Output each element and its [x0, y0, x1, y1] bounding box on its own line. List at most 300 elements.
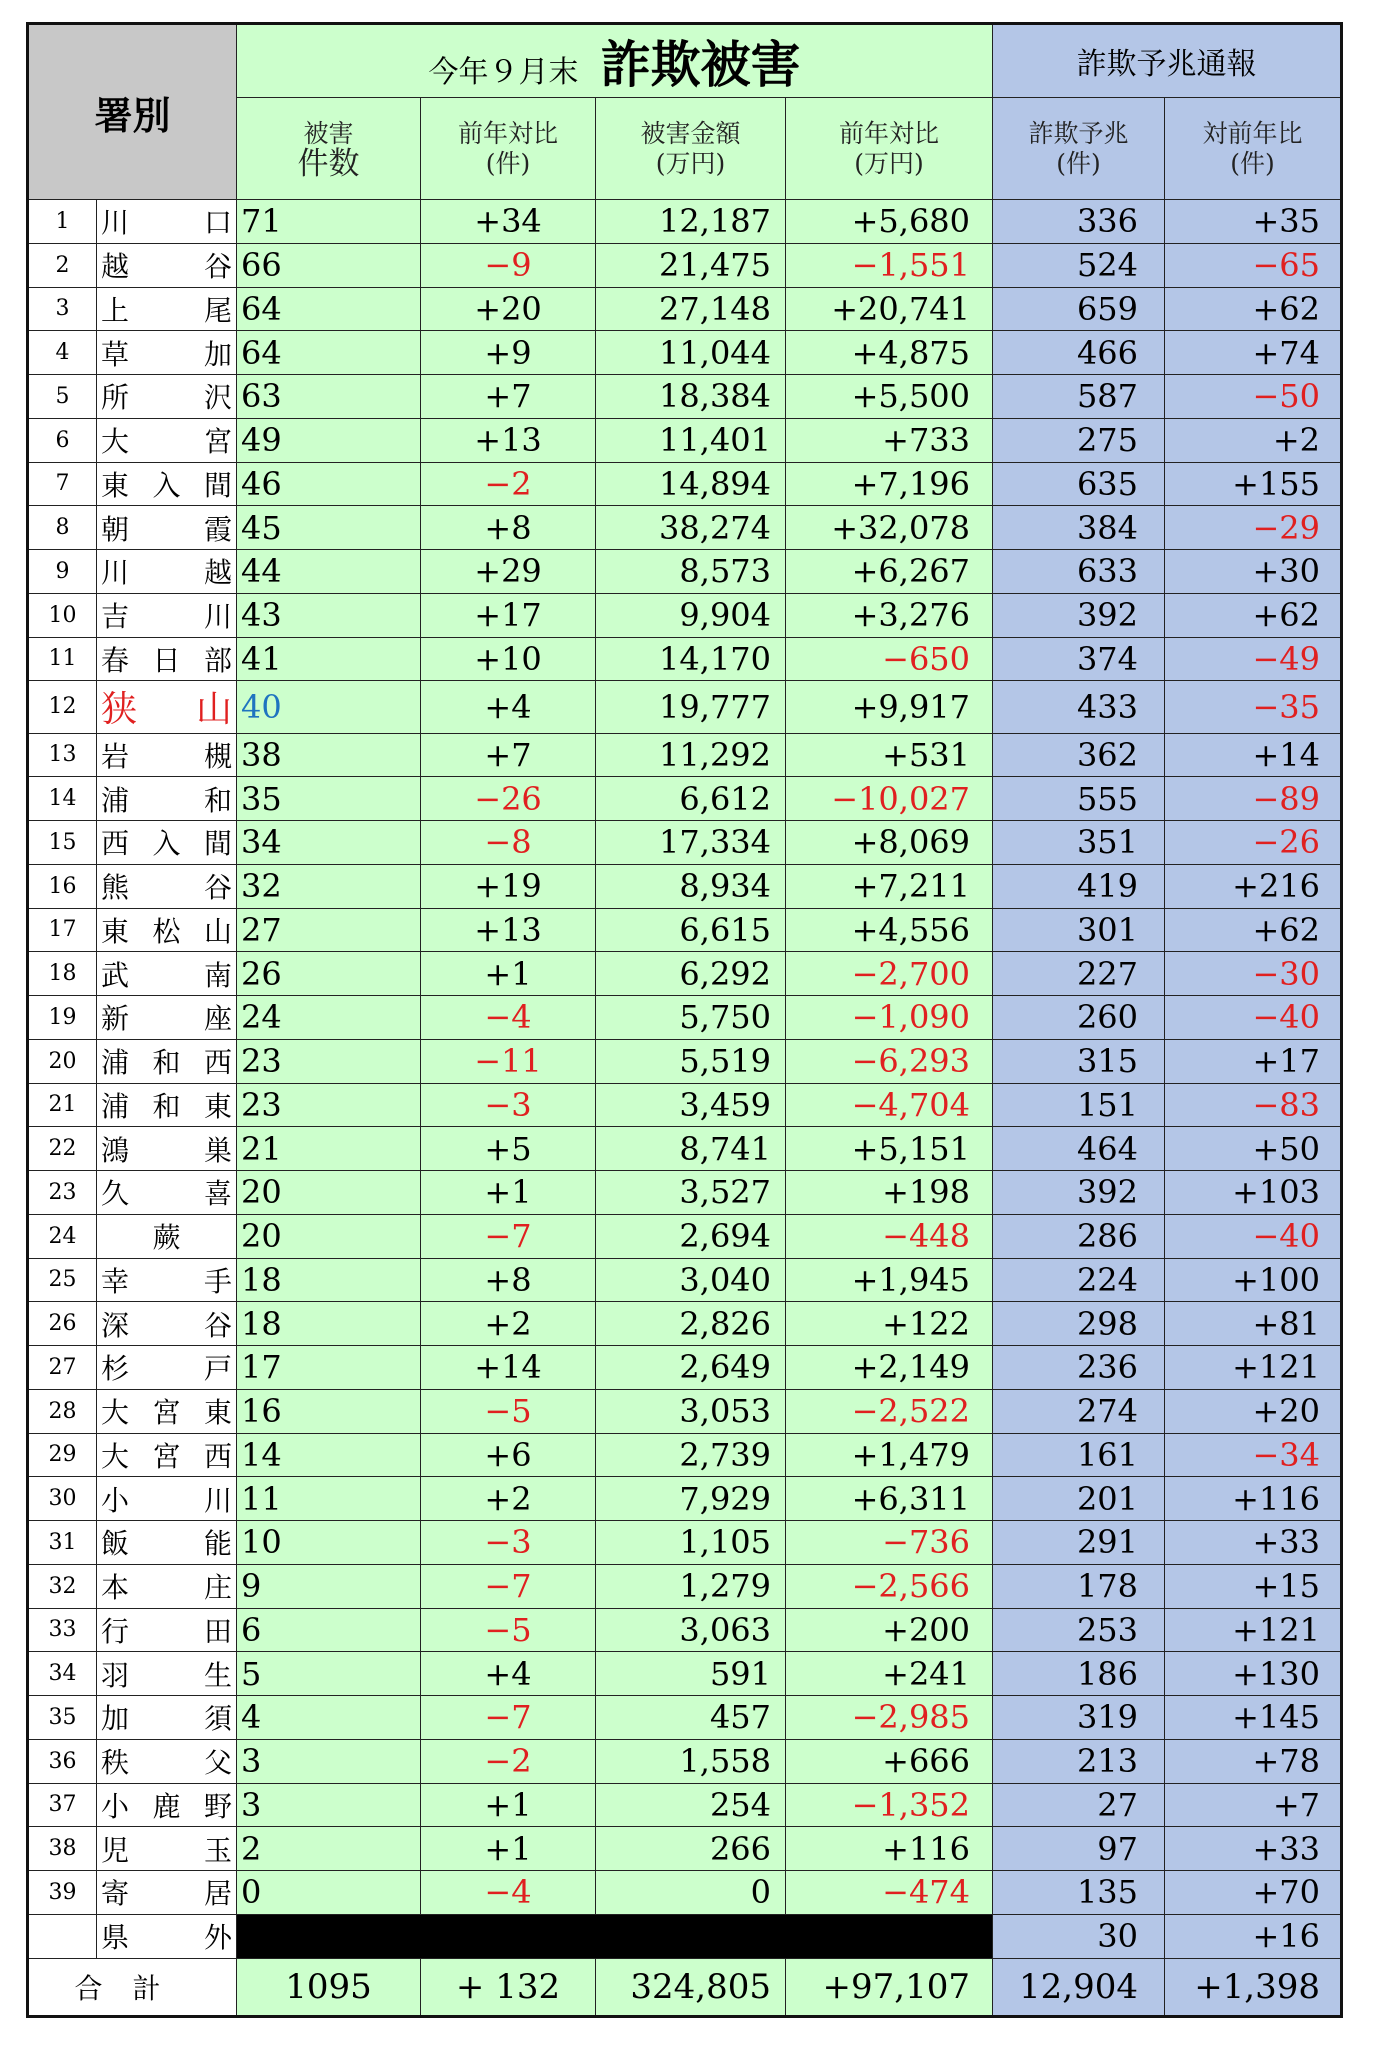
- row-number: 12: [28, 681, 97, 733]
- col-header-cases-diff: 前年対比 (件): [421, 98, 596, 200]
- total-prediction-diff: +1,398: [1165, 1958, 1342, 2016]
- damage-cases: 17: [237, 1346, 421, 1390]
- prediction-diff: +17: [1165, 1039, 1342, 1083]
- prediction-count: 635: [993, 462, 1165, 506]
- damage-amount: 1,105: [596, 1521, 786, 1565]
- damage-cases: 45: [237, 506, 421, 550]
- cases-diff: +5: [421, 1127, 596, 1171]
- row-number: 31: [28, 1521, 97, 1565]
- row-number: 26: [28, 1302, 97, 1346]
- row-number: 25: [28, 1258, 97, 1302]
- prediction-diff: +116: [1165, 1477, 1342, 1521]
- row-number: 22: [28, 1127, 97, 1171]
- prediction-count: 419: [993, 864, 1165, 908]
- cases-diff: −3: [421, 1521, 596, 1565]
- damage-amount: 2,739: [596, 1433, 786, 1477]
- district-name: 行 田: [97, 1608, 237, 1652]
- table-row: [28, 550, 1342, 594]
- prediction-diff: −83: [1165, 1083, 1342, 1127]
- amount-diff: +1,479: [786, 1433, 993, 1477]
- district-name: 草 加: [97, 331, 237, 375]
- damage-amount: 38,274: [596, 506, 786, 550]
- prediction-diff: −50: [1165, 375, 1342, 419]
- row-number: 1: [28, 200, 97, 244]
- damage-amount: 6,615: [596, 908, 786, 952]
- amount-diff: −1,551: [786, 243, 993, 287]
- col-header-prediction-diff: 対前年比 (件): [1165, 98, 1342, 200]
- prediction-diff: −30: [1165, 952, 1342, 996]
- damage-amount: 14,894: [596, 462, 786, 506]
- total-row: [28, 1958, 1342, 2016]
- district-name: 西 入 間: [97, 821, 237, 865]
- district-name: 鴻 巣: [97, 1127, 237, 1171]
- damage-amount: 5,519: [596, 1039, 786, 1083]
- damage-amount: 17,334: [596, 821, 786, 865]
- damage-cases: 40: [237, 681, 421, 733]
- row-number: 15: [28, 821, 97, 865]
- total-cases: 1095: [237, 1958, 421, 2016]
- prediction-diff: +130: [1165, 1652, 1342, 1696]
- damage-cases: 23: [237, 1083, 421, 1127]
- damage-amount: 8,573: [596, 550, 786, 594]
- amount-diff: +5,151: [786, 1127, 993, 1171]
- damage-amount: 6,292: [596, 952, 786, 996]
- prediction-diff: +7: [1165, 1783, 1342, 1827]
- district-header: 署別: [28, 24, 237, 200]
- amount-diff: +4,556: [786, 908, 993, 952]
- damage-amount: 266: [596, 1827, 786, 1871]
- prediction-diff: +16: [1165, 1914, 1342, 1958]
- prediction-diff: +33: [1165, 1521, 1342, 1565]
- damage-amount: 21,475: [596, 243, 786, 287]
- damage-amount: 3,459: [596, 1083, 786, 1127]
- prediction-count: 336: [993, 200, 1165, 244]
- damage-cases: 63: [237, 375, 421, 419]
- row-number: 14: [28, 777, 97, 821]
- cases-diff: +20: [421, 287, 596, 331]
- damage-cases: 35: [237, 777, 421, 821]
- damage-cases: 32: [237, 864, 421, 908]
- table-row: [28, 593, 1342, 637]
- damage-cases: 41: [237, 637, 421, 681]
- prediction-count: 151: [993, 1083, 1165, 1127]
- table-row: [28, 1827, 1342, 1871]
- cases-diff: +2: [421, 1302, 596, 1346]
- damage-cases: 21: [237, 1127, 421, 1171]
- district-name: 秩 父: [97, 1739, 237, 1783]
- district-name: 新 座: [97, 996, 237, 1040]
- prediction-count: 201: [993, 1477, 1165, 1521]
- period-label: 今年９月末: [428, 55, 579, 90]
- table-row: [28, 1083, 1342, 1127]
- table-row: [28, 287, 1342, 331]
- cases-diff: −7: [421, 1214, 596, 1258]
- damage-amount: 11,292: [596, 733, 786, 777]
- row-number: 9: [28, 550, 97, 594]
- amount-diff: −650: [786, 637, 993, 681]
- cases-diff: −2: [421, 462, 596, 506]
- cases-diff: −7: [421, 1564, 596, 1608]
- total-label: 合計: [28, 1958, 237, 2016]
- district-name: 幸 手: [97, 1258, 237, 1302]
- prediction-diff: +30: [1165, 550, 1342, 594]
- prediction-count: 524: [993, 243, 1165, 287]
- row-number: 18: [28, 952, 97, 996]
- district-name: 小 鹿 野: [97, 1783, 237, 1827]
- amount-diff: −1,352: [786, 1783, 993, 1827]
- row-number: 10: [28, 593, 97, 637]
- table-row: [28, 1652, 1342, 1696]
- prediction-diff: +20: [1165, 1389, 1342, 1433]
- row-number: 38: [28, 1827, 97, 1871]
- amount-diff: +1,945: [786, 1258, 993, 1302]
- table-body: [28, 200, 1342, 1915]
- cases-diff: −2: [421, 1739, 596, 1783]
- table-row: [28, 1739, 1342, 1783]
- cases-diff: +1: [421, 1783, 596, 1827]
- district-name: 狭 山: [97, 681, 237, 733]
- cases-diff: +17: [421, 593, 596, 637]
- damage-cases: 66: [237, 243, 421, 287]
- damage-cases: 64: [237, 287, 421, 331]
- amount-diff: +6,311: [786, 1477, 993, 1521]
- cases-diff: +13: [421, 908, 596, 952]
- table-row: [28, 1564, 1342, 1608]
- row-number: 35: [28, 1696, 97, 1740]
- title-label: 詐欺被害: [600, 35, 801, 94]
- amount-diff: +7,196: [786, 462, 993, 506]
- table-row: [28, 1258, 1342, 1302]
- district-name: 久 喜: [97, 1171, 237, 1215]
- prediction-count: 392: [993, 593, 1165, 637]
- prediction-count: 633: [993, 550, 1165, 594]
- district-name: 朝 霞: [97, 506, 237, 550]
- row-number: 37: [28, 1783, 97, 1827]
- prediction-diff: +103: [1165, 1171, 1342, 1215]
- district-name: 川 越: [97, 550, 237, 594]
- damage-amount: 27,148: [596, 287, 786, 331]
- cases-diff: −8: [421, 821, 596, 865]
- prediction-count: 374: [993, 637, 1165, 681]
- table-row: [28, 1171, 1342, 1215]
- prediction-count: 384: [993, 506, 1165, 550]
- prediction-count: 213: [993, 1739, 1165, 1783]
- col-header-prediction: 詐欺予兆 (件): [993, 98, 1165, 200]
- table-row: [28, 681, 1342, 733]
- prediction-diff: +2: [1165, 418, 1342, 462]
- cases-diff: +1: [421, 1171, 596, 1215]
- amount-diff: −6,293: [786, 1039, 993, 1083]
- cases-diff: −5: [421, 1389, 596, 1433]
- table-row: [28, 1214, 1342, 1258]
- cases-diff: −26: [421, 777, 596, 821]
- district-name: 岩 槻: [97, 733, 237, 777]
- table-row: [28, 462, 1342, 506]
- prediction-diff: +62: [1165, 287, 1342, 331]
- cases-diff: −9: [421, 243, 596, 287]
- cases-diff: +14: [421, 1346, 596, 1390]
- damage-cases: 4: [237, 1696, 421, 1740]
- damage-cases: 6: [237, 1608, 421, 1652]
- prediction-diff: +50: [1165, 1127, 1342, 1171]
- damage-cases: 2: [237, 1827, 421, 1871]
- prediction-diff: −89: [1165, 777, 1342, 821]
- prediction-diff: −40: [1165, 996, 1342, 1040]
- amount-diff: +5,500: [786, 375, 993, 419]
- table-row: [28, 1127, 1342, 1171]
- district-name: 東 松 山: [97, 908, 237, 952]
- row-number: 27: [28, 1346, 97, 1390]
- amount-diff: +122: [786, 1302, 993, 1346]
- amount-diff: +241: [786, 1652, 993, 1696]
- table-row: [28, 821, 1342, 865]
- damage-amount: 6,612: [596, 777, 786, 821]
- prediction-count: 301: [993, 908, 1165, 952]
- row-number: 2: [28, 243, 97, 287]
- prediction-diff: +33: [1165, 1827, 1342, 1871]
- cases-diff: +1: [421, 952, 596, 996]
- damage-amount: 3,053: [596, 1389, 786, 1433]
- cases-diff: −11: [421, 1039, 596, 1083]
- amount-diff: −10,027: [786, 777, 993, 821]
- prediction-count: 274: [993, 1389, 1165, 1433]
- table-row: [28, 1346, 1342, 1390]
- cases-diff: +13: [421, 418, 596, 462]
- row-number: 13: [28, 733, 97, 777]
- damage-amount: 0: [596, 1871, 786, 1915]
- prediction-count: 186: [993, 1652, 1165, 1696]
- prediction-diff: +145: [1165, 1696, 1342, 1740]
- row-number: 23: [28, 1171, 97, 1215]
- district-name: 大 宮 東: [97, 1389, 237, 1433]
- fraud-damage-title: [237, 24, 993, 98]
- damage-cases: 38: [237, 733, 421, 777]
- prediction-count: 298: [993, 1302, 1165, 1346]
- district-name: 大 宮 西: [97, 1433, 237, 1477]
- fraud-damage-table: [26, 22, 1343, 2018]
- amount-diff: −1,090: [786, 996, 993, 1040]
- table-row: [28, 908, 1342, 952]
- prediction-diff: +100: [1165, 1258, 1342, 1302]
- table-row: [28, 331, 1342, 375]
- prediction-count: 260: [993, 996, 1165, 1040]
- district-name: 東 入 間: [97, 462, 237, 506]
- prediction-count: 587: [993, 375, 1165, 419]
- prediction-diff: +14: [1165, 733, 1342, 777]
- table-row: [28, 506, 1342, 550]
- prediction-diff: −29: [1165, 506, 1342, 550]
- damage-cases: 5: [237, 1652, 421, 1696]
- row-number: 11: [28, 637, 97, 681]
- damage-cases: 23: [237, 1039, 421, 1083]
- district-name: 越 谷: [97, 243, 237, 287]
- table-row: [28, 418, 1342, 462]
- damage-cases: 11: [237, 1477, 421, 1521]
- prediction-diff: +121: [1165, 1346, 1342, 1390]
- amount-diff: +200: [786, 1608, 993, 1652]
- prediction-count: 275: [993, 418, 1165, 462]
- row-number: 32: [28, 1564, 97, 1608]
- cases-diff: +4: [421, 681, 596, 733]
- amount-diff: −2,985: [786, 1696, 993, 1740]
- cases-diff: +8: [421, 1258, 596, 1302]
- damage-amount: 2,826: [596, 1302, 786, 1346]
- damage-cases: 34: [237, 821, 421, 865]
- district-name: 浦 和 西: [97, 1039, 237, 1083]
- district-name: 飯 能: [97, 1521, 237, 1565]
- damage-cases: 10: [237, 1521, 421, 1565]
- district-name: 蕨: [97, 1214, 237, 1258]
- district-name: 本 庄: [97, 1564, 237, 1608]
- amount-diff: −474: [786, 1871, 993, 1915]
- row-number: 28: [28, 1389, 97, 1433]
- damage-amount: 14,170: [596, 637, 786, 681]
- prediction-diff: −26: [1165, 821, 1342, 865]
- amount-diff: +6,267: [786, 550, 993, 594]
- prediction-count: 392: [993, 1171, 1165, 1215]
- damage-amount: 18,384: [596, 375, 786, 419]
- amount-diff: −2,522: [786, 1389, 993, 1433]
- amount-diff: +198: [786, 1171, 993, 1215]
- damage-cases: 0: [237, 1871, 421, 1915]
- district-name: 寄 居: [97, 1871, 237, 1915]
- damage-cases: 26: [237, 952, 421, 996]
- row-number: 20: [28, 1039, 97, 1083]
- damage-amount: 1,558: [596, 1739, 786, 1783]
- damage-cases: 3: [237, 1783, 421, 1827]
- damage-cases: 46: [237, 462, 421, 506]
- cases-diff: +7: [421, 733, 596, 777]
- table-row: [28, 375, 1342, 419]
- table-row: [28, 200, 1342, 244]
- row-number: 5: [28, 375, 97, 419]
- total-cases-diff: + 132: [421, 1958, 596, 2016]
- cases-diff: +1: [421, 1827, 596, 1871]
- row-number: 4: [28, 331, 97, 375]
- amount-diff: +116: [786, 1827, 993, 1871]
- district-name: 小 川: [97, 1477, 237, 1521]
- damage-amount: 1,279: [596, 1564, 786, 1608]
- cases-diff: +7: [421, 375, 596, 419]
- district-name: 県 外: [97, 1914, 237, 1958]
- damage-amount: 2,649: [596, 1346, 786, 1390]
- table-row: [28, 1871, 1342, 1915]
- cases-diff: −3: [421, 1083, 596, 1127]
- prediction-count: 351: [993, 821, 1165, 865]
- damage-amount: 8,741: [596, 1127, 786, 1171]
- prediction-diff: −35: [1165, 681, 1342, 733]
- row-number: 21: [28, 1083, 97, 1127]
- row-number: 29: [28, 1433, 97, 1477]
- district-name: 児 玉: [97, 1827, 237, 1871]
- district-name: 杉 戸: [97, 1346, 237, 1390]
- amount-diff: +9,917: [786, 681, 993, 733]
- damage-amount: 11,401: [596, 418, 786, 462]
- damage-cases: 49: [237, 418, 421, 462]
- table-row: [28, 1696, 1342, 1740]
- district-name: 川 口: [97, 200, 237, 244]
- row-number: 34: [28, 1652, 97, 1696]
- prediction-count: 253: [993, 1608, 1165, 1652]
- amount-diff: +2,149: [786, 1346, 993, 1390]
- district-name: 上 尾: [97, 287, 237, 331]
- amount-diff: +733: [786, 418, 993, 462]
- table-row: [28, 1477, 1342, 1521]
- row-number: 16: [28, 864, 97, 908]
- col-header-cases: 被害 件数: [237, 98, 421, 200]
- district-name: 加 須: [97, 1696, 237, 1740]
- prediction-count: 464: [993, 1127, 1165, 1171]
- prediction-count: 291: [993, 1521, 1165, 1565]
- table-row: [28, 1302, 1342, 1346]
- damage-cases: 9: [237, 1564, 421, 1608]
- prediction-diff: +121: [1165, 1608, 1342, 1652]
- prediction-diff: +35: [1165, 200, 1342, 244]
- row-number: 39: [28, 1871, 97, 1915]
- prediction-count: 433: [993, 681, 1165, 733]
- prediction-diff: −34: [1165, 1433, 1342, 1477]
- table-row: [28, 1433, 1342, 1477]
- damage-cases: 18: [237, 1258, 421, 1302]
- district-name: 深 谷: [97, 1302, 237, 1346]
- damage-amount: 19,777: [596, 681, 786, 733]
- damage-amount: 11,044: [596, 331, 786, 375]
- prediction-count: 227: [993, 952, 1165, 996]
- cases-diff: +6: [421, 1433, 596, 1477]
- prediction-count: 286: [993, 1214, 1165, 1258]
- prediction-diff: +74: [1165, 331, 1342, 375]
- blacked-out-cells: [237, 1914, 993, 1958]
- damage-cases: 43: [237, 593, 421, 637]
- col-header-amount-diff: 前年対比 (万円): [786, 98, 993, 200]
- cases-diff: +2: [421, 1477, 596, 1521]
- table-row: [28, 1039, 1342, 1083]
- total-amount-diff: +97,107: [786, 1958, 993, 2016]
- row-number: 3: [28, 287, 97, 331]
- damage-amount: 8,934: [596, 864, 786, 908]
- damage-amount: 9,904: [596, 593, 786, 637]
- cases-diff: +29: [421, 550, 596, 594]
- damage-cases: 71: [237, 200, 421, 244]
- prediction-diff: −40: [1165, 1214, 1342, 1258]
- prediction-diff: +78: [1165, 1739, 1342, 1783]
- damage-cases: 20: [237, 1171, 421, 1215]
- cases-diff: −5: [421, 1608, 596, 1652]
- table-row: [28, 1389, 1342, 1433]
- prediction-count: 659: [993, 287, 1165, 331]
- row-number: 19: [28, 996, 97, 1040]
- prediction-count: 362: [993, 733, 1165, 777]
- table-row: [28, 1608, 1342, 1652]
- table-row: [28, 952, 1342, 996]
- prediction-diff: +216: [1165, 864, 1342, 908]
- cases-diff: +19: [421, 864, 596, 908]
- damage-cases: 18: [237, 1302, 421, 1346]
- district-name: 浦 和: [97, 777, 237, 821]
- total-prediction: 12,904: [993, 1958, 1165, 2016]
- prediction-diff: +155: [1165, 462, 1342, 506]
- amount-diff: +8,069: [786, 821, 993, 865]
- damage-amount: 2,694: [596, 1214, 786, 1258]
- col-header-amount: 被害金額 (万円): [596, 98, 786, 200]
- district-name: 熊 谷: [97, 864, 237, 908]
- row-number: 8: [28, 506, 97, 550]
- table-row: [28, 243, 1342, 287]
- table-row: [28, 733, 1342, 777]
- prediction-diff: +81: [1165, 1302, 1342, 1346]
- row-number: 36: [28, 1739, 97, 1783]
- amount-diff: +666: [786, 1739, 993, 1783]
